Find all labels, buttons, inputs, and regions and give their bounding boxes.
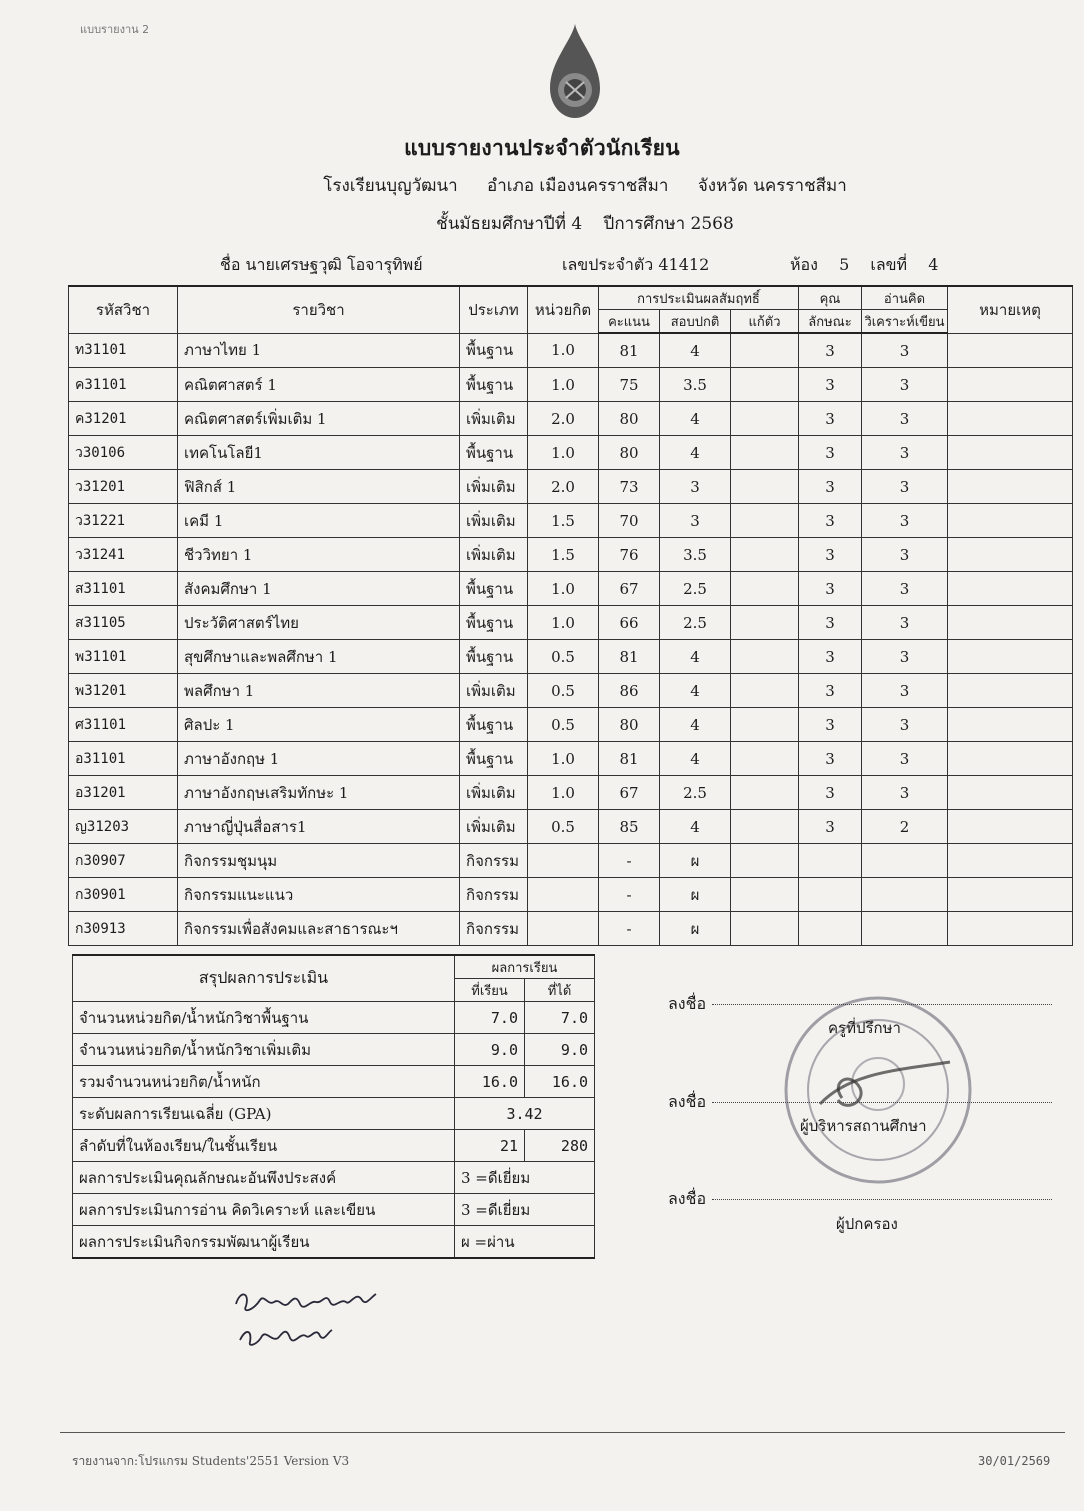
school-emblem-icon bbox=[548, 22, 602, 120]
header-character-bottom: ลักษณะ bbox=[799, 310, 862, 334]
header-subject: รายวิชา bbox=[178, 286, 460, 333]
summary-row-basic bbox=[73, 1002, 595, 1034]
student-id: เลขประจำตัว 41412 bbox=[562, 255, 710, 274]
cell-credits: 1.0 bbox=[528, 572, 599, 606]
cell-type: กิจกรรม bbox=[460, 878, 528, 912]
cell-score: - bbox=[599, 878, 660, 912]
cell-character: 3 bbox=[799, 810, 862, 844]
footer-date: 30/01/2569 bbox=[978, 1454, 1051, 1468]
cell-code: ก30901 bbox=[69, 878, 178, 912]
summary-row-gpa bbox=[73, 1098, 595, 1130]
header-code: รหัสวิชา bbox=[69, 286, 178, 333]
cell-retake bbox=[731, 912, 799, 946]
cell-code: ก30907 bbox=[69, 844, 178, 878]
table-row bbox=[69, 368, 1073, 402]
header-credits: หน่วยกิต bbox=[528, 286, 599, 333]
table-row bbox=[69, 674, 1073, 708]
cell-score: 66 bbox=[599, 606, 660, 640]
cell-code: ว31201 bbox=[69, 470, 178, 504]
cell-credits: 0.5 bbox=[528, 640, 599, 674]
basic-label: จำนวนหน่วยกิต/น้ำหนักวิชาพื้นฐาน bbox=[73, 1002, 455, 1034]
cell-grade: 3 bbox=[660, 470, 731, 504]
cell-credits: 1.5 bbox=[528, 538, 599, 572]
cell-remark bbox=[948, 572, 1073, 606]
cell-character: 3 bbox=[799, 333, 862, 368]
cell-code: ศ31101 bbox=[69, 708, 178, 742]
header-achievement: การประเมินผลสัมฤทธิ์ bbox=[599, 286, 799, 310]
district-name: อำเภอ เมืองนครราชสีมา bbox=[487, 176, 669, 196]
director-signature-line bbox=[668, 1090, 1052, 1115]
cell-retake bbox=[731, 572, 799, 606]
cell-grade: 4 bbox=[660, 640, 731, 674]
cell-retake bbox=[731, 640, 799, 674]
student-room bbox=[790, 253, 938, 278]
table-row bbox=[69, 844, 1073, 878]
number-label: เลขที่ bbox=[870, 255, 908, 274]
cell-grade: 3 bbox=[660, 504, 731, 538]
col-studied: ที่เรียน bbox=[455, 979, 525, 1002]
cell-remark bbox=[948, 368, 1073, 402]
cell-remark bbox=[948, 742, 1073, 776]
cell-credits bbox=[528, 878, 599, 912]
cell-grade: 2.5 bbox=[660, 776, 731, 810]
footer-program: รายงานจาก:โปรแกรม Students'2551 Version V3 bbox=[72, 1454, 350, 1468]
cell-character: 3 bbox=[799, 776, 862, 810]
cell-code: ส31101 bbox=[69, 572, 178, 606]
cell-reading bbox=[862, 878, 948, 912]
cell-type: พื้นฐาน bbox=[460, 436, 528, 470]
extra-studied: 9.0 bbox=[455, 1034, 525, 1066]
school-line bbox=[0, 172, 1084, 199]
cell-reading bbox=[862, 844, 948, 878]
cell-score: 67 bbox=[599, 572, 660, 606]
cell-score: - bbox=[599, 844, 660, 878]
parent-role: ผู้ปกครอง bbox=[836, 1215, 898, 1233]
reading-label: ผลการประเมินการอ่าน คิดวิเคราะห์ และเขียน bbox=[73, 1194, 455, 1226]
cell-retake bbox=[731, 742, 799, 776]
cell-subject: เทคโนโลยี1 bbox=[178, 436, 460, 470]
cell-grade: ผ bbox=[660, 912, 731, 946]
grades-table bbox=[68, 285, 1073, 946]
cell-remark bbox=[948, 470, 1073, 504]
cell-reading: 3 bbox=[862, 776, 948, 810]
table-row bbox=[69, 402, 1073, 436]
director-role: ผู้บริหารสถานศึกษา bbox=[800, 1117, 927, 1135]
total-studied: 16.0 bbox=[455, 1066, 525, 1098]
cell-credits: 1.0 bbox=[528, 436, 599, 470]
cell-retake bbox=[731, 470, 799, 504]
room-value: 5 bbox=[839, 255, 850, 274]
cell-credits: 1.0 bbox=[528, 742, 599, 776]
cell-character bbox=[799, 878, 862, 912]
summary-row-rank bbox=[73, 1130, 595, 1162]
table-row bbox=[69, 878, 1073, 912]
cell-code: ว31221 bbox=[69, 504, 178, 538]
cell-subject: ภาษาอังกฤษ 1 bbox=[178, 742, 460, 776]
cell-score: 76 bbox=[599, 538, 660, 572]
grade-level: ชั้นมัธยมศึกษาปีที่ 4 bbox=[436, 214, 583, 234]
cell-code: พ31101 bbox=[69, 640, 178, 674]
cell-remark bbox=[948, 504, 1073, 538]
cell-character: 3 bbox=[799, 640, 862, 674]
cell-reading: 2 bbox=[862, 810, 948, 844]
cell-type: เพิ่มเติม bbox=[460, 810, 528, 844]
cell-subject: กิจกรรมชุมนุม bbox=[178, 844, 460, 878]
cell-score: 73 bbox=[599, 470, 660, 504]
table-row bbox=[69, 606, 1073, 640]
cell-type: เพิ่มเติม bbox=[460, 674, 528, 708]
cell-code: อ31201 bbox=[69, 776, 178, 810]
gpa-value: 3.42 bbox=[455, 1098, 595, 1130]
cell-remark bbox=[948, 674, 1073, 708]
rank-room: 21 bbox=[455, 1130, 525, 1162]
total-earned: 16.0 bbox=[525, 1066, 595, 1098]
cell-subject: ประวัติศาสตร์ไทย bbox=[178, 606, 460, 640]
character-label: ผลการประเมินคุณลักษณะอันพึงประสงค์ bbox=[73, 1162, 455, 1194]
cell-code: ส31105 bbox=[69, 606, 178, 640]
table-row bbox=[69, 333, 1073, 368]
cell-credits: 1.0 bbox=[528, 333, 599, 368]
cell-subject: ชีววิทยา 1 bbox=[178, 538, 460, 572]
room-label: ห้อง bbox=[790, 255, 818, 274]
cell-character: 3 bbox=[799, 402, 862, 436]
summary-table bbox=[72, 954, 595, 1259]
cell-grade: ผ bbox=[660, 878, 731, 912]
cell-subject: คณิตศาสตร์เพิ่มเติม 1 bbox=[178, 402, 460, 436]
cell-character: 3 bbox=[799, 504, 862, 538]
cell-type: พื้นฐาน bbox=[460, 640, 528, 674]
cell-type: พื้นฐาน bbox=[460, 572, 528, 606]
cell-score: 81 bbox=[599, 640, 660, 674]
cell-type: เพิ่มเติม bbox=[460, 538, 528, 572]
cell-retake bbox=[731, 844, 799, 878]
cell-code: ว31241 bbox=[69, 538, 178, 572]
cell-subject: เคมี 1 bbox=[178, 504, 460, 538]
cell-subject: สังคมศึกษา 1 bbox=[178, 572, 460, 606]
summary-row-reading bbox=[73, 1194, 595, 1226]
cell-character: 3 bbox=[799, 470, 862, 504]
cell-remark bbox=[948, 640, 1073, 674]
cell-subject: สุขศึกษาและพลศึกษา 1 bbox=[178, 640, 460, 674]
cell-remark bbox=[948, 708, 1073, 742]
cell-remark bbox=[948, 436, 1073, 470]
table-row bbox=[69, 572, 1073, 606]
cell-retake bbox=[731, 878, 799, 912]
footer-divider bbox=[60, 1432, 1065, 1433]
cell-reading: 3 bbox=[862, 504, 948, 538]
cell-score: 85 bbox=[599, 810, 660, 844]
cell-remark bbox=[948, 402, 1073, 436]
cell-retake bbox=[731, 606, 799, 640]
cell-reading: 3 bbox=[862, 402, 948, 436]
cell-type: พื้นฐาน bbox=[460, 742, 528, 776]
number-value: 4 bbox=[928, 255, 939, 274]
cell-code: ค31101 bbox=[69, 368, 178, 402]
cell-grade: 4 bbox=[660, 810, 731, 844]
cell-type: พื้นฐาน bbox=[460, 368, 528, 402]
table-row bbox=[69, 504, 1073, 538]
table-row bbox=[69, 436, 1073, 470]
extra-earned: 9.0 bbox=[525, 1034, 595, 1066]
form-number-label: แบบรายงาน 2 bbox=[80, 23, 150, 36]
summary-row-extra bbox=[73, 1034, 595, 1066]
cell-type: กิจกรรม bbox=[460, 912, 528, 946]
cell-credits: 0.5 bbox=[528, 674, 599, 708]
cell-reading: 3 bbox=[862, 333, 948, 368]
cell-type: เพิ่มเติม bbox=[460, 470, 528, 504]
table-row bbox=[69, 776, 1073, 810]
cell-remark bbox=[948, 844, 1073, 878]
table-row bbox=[69, 538, 1073, 572]
sign-label-teacher: ลงชื่อ bbox=[668, 994, 707, 1013]
cell-character: 3 bbox=[799, 572, 862, 606]
gpa-label: ระดับผลการเรียนเฉลี่ย (GPA) bbox=[73, 1098, 455, 1130]
grade-line bbox=[0, 210, 1084, 237]
cell-reading: 3 bbox=[862, 436, 948, 470]
cell-credits: 1.0 bbox=[528, 776, 599, 810]
cell-code: ญ31203 bbox=[69, 810, 178, 844]
cell-grade: 4 bbox=[660, 333, 731, 368]
cell-subject: คณิตศาสตร์ 1 bbox=[178, 368, 460, 402]
cell-retake bbox=[731, 776, 799, 810]
cell-type: พื้นฐาน bbox=[460, 606, 528, 640]
cell-grade: ผ bbox=[660, 844, 731, 878]
school-name: โรงเรียนบุญวัฒนา bbox=[323, 176, 458, 196]
teacher-role: ครูที่ปรึกษา bbox=[828, 1019, 901, 1037]
table-row bbox=[69, 742, 1073, 776]
basic-studied: 7.0 bbox=[455, 1002, 525, 1034]
cell-code: พ31201 bbox=[69, 674, 178, 708]
cell-remark bbox=[948, 912, 1073, 946]
cell-code: ท31101 bbox=[69, 333, 178, 368]
cell-retake bbox=[731, 708, 799, 742]
cell-score: 80 bbox=[599, 402, 660, 436]
cell-reading: 3 bbox=[862, 470, 948, 504]
cell-code: อ31101 bbox=[69, 742, 178, 776]
cell-retake bbox=[731, 504, 799, 538]
cell-score: 80 bbox=[599, 436, 660, 470]
basic-earned: 7.0 bbox=[525, 1002, 595, 1034]
cell-credits: 1.0 bbox=[528, 368, 599, 402]
extra-label: จำนวนหน่วยกิต/น้ำหนักวิชาเพิ่มเติม bbox=[73, 1034, 455, 1066]
col-earned: ที่ได้ bbox=[525, 979, 595, 1002]
cell-grade: 2.5 bbox=[660, 572, 731, 606]
cell-remark bbox=[948, 606, 1073, 640]
cell-reading: 3 bbox=[862, 368, 948, 402]
cell-score: 81 bbox=[599, 742, 660, 776]
cell-credits: 0.5 bbox=[528, 810, 599, 844]
cell-reading: 3 bbox=[862, 606, 948, 640]
sign-label-parent: ลงชื่อ bbox=[668, 1189, 707, 1208]
header-type: ประเภท bbox=[460, 286, 528, 333]
cell-type: เพิ่มเติม bbox=[460, 504, 528, 538]
cell-grade: 2.5 bbox=[660, 606, 731, 640]
header-retake: แก้ตัว bbox=[731, 310, 799, 334]
cell-type: พื้นฐาน bbox=[460, 333, 528, 368]
cell-remark bbox=[948, 810, 1073, 844]
cell-grade: 4 bbox=[660, 708, 731, 742]
cell-score: 67 bbox=[599, 776, 660, 810]
cell-code: ว30106 bbox=[69, 436, 178, 470]
cell-remark bbox=[948, 538, 1073, 572]
cell-character: 3 bbox=[799, 708, 862, 742]
table-row bbox=[69, 810, 1073, 844]
cell-score: 70 bbox=[599, 504, 660, 538]
cell-reading: 3 bbox=[862, 708, 948, 742]
activity-value: ผ =ผ่าน bbox=[455, 1226, 595, 1259]
handwritten-certification bbox=[230, 1280, 390, 1360]
cell-score: 81 bbox=[599, 333, 660, 368]
report-title: แบบรายงานประจำตัวนักเรียน bbox=[404, 135, 680, 160]
academic-year: ปีการศึกษา 2568 bbox=[603, 214, 734, 234]
header-normal-exam: สอบปกติ bbox=[660, 310, 731, 334]
rank-label: ลำดับที่ในห้องเรียน/ในชั้นเรียน bbox=[73, 1130, 455, 1162]
province-name: จังหวัด นครราชสีมา bbox=[697, 176, 847, 196]
cell-reading: 3 bbox=[862, 742, 948, 776]
summary-header: สรุปผลการประเมิน bbox=[73, 955, 455, 1002]
cell-reading: 3 bbox=[862, 538, 948, 572]
cell-retake bbox=[731, 810, 799, 844]
cell-remark bbox=[948, 776, 1073, 810]
table-row bbox=[69, 470, 1073, 504]
cell-type: กิจกรรม bbox=[460, 844, 528, 878]
cell-code: ค31201 bbox=[69, 402, 178, 436]
parent-signature-line bbox=[668, 1187, 1052, 1212]
cell-subject: ศิลปะ 1 bbox=[178, 708, 460, 742]
cell-subject: กิจกรรมแนะแนว bbox=[178, 878, 460, 912]
cell-character: 3 bbox=[799, 436, 862, 470]
cell-grade: 4 bbox=[660, 402, 731, 436]
cell-code: ก30913 bbox=[69, 912, 178, 946]
cell-remark bbox=[948, 333, 1073, 368]
table-row bbox=[69, 912, 1073, 946]
cell-character bbox=[799, 844, 862, 878]
cell-score: 86 bbox=[599, 674, 660, 708]
cell-subject: ภาษาไทย 1 bbox=[178, 333, 460, 368]
teacher-signature-line bbox=[668, 992, 1052, 1017]
cell-score: 80 bbox=[599, 708, 660, 742]
cell-subject: ภาษาอังกฤษเสริมทักษะ 1 bbox=[178, 776, 460, 810]
cell-retake bbox=[731, 674, 799, 708]
cell-credits: 2.0 bbox=[528, 470, 599, 504]
header-remark: หมายเหตุ bbox=[948, 286, 1073, 333]
cell-reading bbox=[862, 912, 948, 946]
total-label: รวมจำนวนหน่วยกิต/น้ำหนัก bbox=[73, 1066, 455, 1098]
sign-label-director: ลงชื่อ bbox=[668, 1092, 707, 1111]
cell-character bbox=[799, 912, 862, 946]
cell-subject: พลศึกษา 1 bbox=[178, 674, 460, 708]
cell-remark bbox=[948, 878, 1073, 912]
student-name: ชื่อ นายเศรษฐวุฒิ โอจารุทิพย์ bbox=[220, 255, 423, 274]
cell-grade: 4 bbox=[660, 742, 731, 776]
cell-subject: ฟิสิกส์ 1 bbox=[178, 470, 460, 504]
header-reading-bottom: วิเคราะห์เขียน bbox=[862, 310, 948, 334]
cell-type: เพิ่มเติม bbox=[460, 776, 528, 810]
result-header: ผลการเรียน bbox=[455, 955, 595, 979]
cell-grade: 3.5 bbox=[660, 538, 731, 572]
cell-type: เพิ่มเติม bbox=[460, 402, 528, 436]
cell-subject: กิจกรรมเพื่อสังคมและสาธารณะฯ bbox=[178, 912, 460, 946]
cell-reading: 3 bbox=[862, 640, 948, 674]
table-row bbox=[69, 708, 1073, 742]
cell-character: 3 bbox=[799, 674, 862, 708]
table-row bbox=[69, 640, 1073, 674]
cell-type: พื้นฐาน bbox=[460, 708, 528, 742]
cell-reading: 3 bbox=[862, 674, 948, 708]
cell-retake bbox=[731, 402, 799, 436]
rank-grade: 280 bbox=[525, 1130, 595, 1162]
cell-character: 3 bbox=[799, 606, 862, 640]
cell-credits: 1.0 bbox=[528, 606, 599, 640]
cell-retake bbox=[731, 538, 799, 572]
cell-credits: 0.5 bbox=[528, 708, 599, 742]
summary-row-character bbox=[73, 1162, 595, 1194]
cell-credits bbox=[528, 844, 599, 878]
cell-retake bbox=[731, 436, 799, 470]
cell-character: 3 bbox=[799, 368, 862, 402]
cell-credits: 1.5 bbox=[528, 504, 599, 538]
reading-value: 3 =ดีเยี่ยม bbox=[455, 1194, 595, 1226]
cell-grade: 4 bbox=[660, 436, 731, 470]
cell-reading: 3 bbox=[862, 572, 948, 606]
summary-row-activity bbox=[73, 1226, 595, 1259]
cell-credits: 2.0 bbox=[528, 402, 599, 436]
cell-retake bbox=[731, 333, 799, 368]
cell-character: 3 bbox=[799, 742, 862, 776]
summary-row-total bbox=[73, 1066, 595, 1098]
activity-label: ผลการประเมินกิจกรรมพัฒนาผู้เรียน bbox=[73, 1226, 455, 1259]
cell-character: 3 bbox=[799, 538, 862, 572]
cell-credits bbox=[528, 912, 599, 946]
cell-subject: ภาษาญี่ปุ่นสื่อสาร1 bbox=[178, 810, 460, 844]
character-value: 3 =ดีเยี่ยม bbox=[455, 1162, 595, 1194]
header-reading-top: อ่านคิด bbox=[862, 286, 948, 310]
header-character-top: คุณ bbox=[799, 286, 862, 310]
cell-retake bbox=[731, 368, 799, 402]
cell-grade: 4 bbox=[660, 674, 731, 708]
header-score: คะแนน bbox=[599, 310, 660, 334]
cell-grade: 3.5 bbox=[660, 368, 731, 402]
cell-score: - bbox=[599, 912, 660, 946]
cell-score: 75 bbox=[599, 368, 660, 402]
